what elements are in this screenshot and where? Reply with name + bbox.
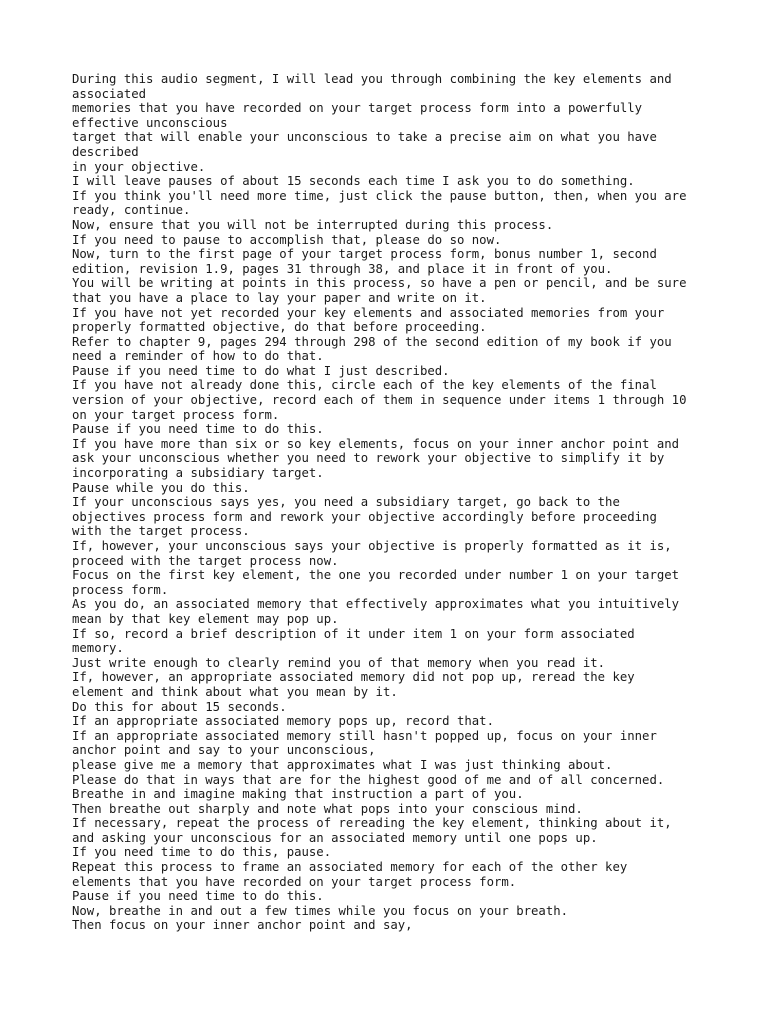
text-line: with the target process. <box>72 524 250 539</box>
text-line: elements that you have recorded on your target process form. <box>72 874 517 889</box>
text-line: If you think you'll need more time, just click the pause button, then, when you are <box>72 188 687 203</box>
text-line: If, however, an appropriate associated memory did not pop up, reread the key <box>72 670 635 685</box>
text-line: Now, breathe in and out a few times while you focus on your breath. <box>72 903 569 918</box>
text-line: If so, record a brief description of it under item 1 on your form associated <box>72 626 635 641</box>
text-line: incorporating a subsidiary target. <box>72 466 324 481</box>
text-line: Please do that in ways that are for the highest good of me and of all concerned. <box>72 772 665 787</box>
text-line: target that will enable your unconscious to take a precise aim on what you have <box>72 130 657 145</box>
text-line: Now, ensure that you will not be interrupted during this process. <box>72 217 554 232</box>
text-line: Do this for about 15 seconds. <box>72 699 287 714</box>
text-line: Pause if you need time to do this. <box>72 422 324 437</box>
text-line: If, however, your unconscious says your objective is properly formatted as it is, <box>72 539 672 553</box>
text-line: Focus on the first key element, the one you recorded under number 1 on your target <box>72 568 680 583</box>
text-line: need a reminder of how to do that. <box>72 349 324 364</box>
text-line: If you need time to do this, pause. <box>72 845 332 860</box>
text-line: Refer to chapter 9, pages 294 through 298 of the second edition of my book if you <box>72 334 672 349</box>
text-line: memory. <box>72 641 124 656</box>
text-line: If an appropriate associated memory pops up, record that. <box>72 714 494 729</box>
text-line: During this audio segment, I will lead you through combining the key elements and <box>72 72 672 86</box>
text-line: that you have a place to lay your paper and write on it. <box>72 290 487 305</box>
text-line: ready, continue. <box>72 203 191 218</box>
text-line: proceed with the target process now. <box>72 553 339 568</box>
text-line: in your objective. <box>72 159 206 174</box>
text-line: If an appropriate associated memory still hasn't popped up, focus on your inner <box>72 728 657 743</box>
text-line: Pause if you need time to do this. <box>72 889 324 904</box>
text-line: Just write enough to clearly remind you of that memory when you read it. <box>72 655 606 670</box>
text-line: version of your objective, record each of them in sequence under items 1 through 10 <box>72 393 687 408</box>
text-line: process form. <box>72 582 169 597</box>
text-line: objectives process form and rework your objective accordingly before proceeding <box>72 509 657 524</box>
text-line: Pause while you do this. <box>72 480 250 495</box>
text-line: anchor point and say to your unconscious, <box>72 743 376 758</box>
text-line: If you need to pause to accomplish that, please do so now. <box>72 232 502 247</box>
text-line: If you have not yet recorded your key elements and associated memories from your <box>72 305 665 320</box>
text-line: edition, revision 1.9, pages 31 through 38, and place it in front of you. <box>72 261 613 276</box>
text-line: Then focus on your inner anchor point and say, <box>72 918 413 933</box>
text-line: on your target process form. <box>72 407 280 422</box>
text-line: please give me a memory that approximates what I was just thinking about. <box>72 757 613 772</box>
text-line: If necessary, repeat the process of rereading the key element, thinking about it, <box>72 816 672 831</box>
text-line: ask your unconscious whether you need to rework your objective to simplify it by <box>72 451 665 466</box>
text-line: mean by that key element may pop up. <box>72 611 339 626</box>
text-line: If you have more than six or so key elements, focus on your inner anchor point and <box>72 436 680 451</box>
text-line: element and think about what you mean by it. <box>72 684 398 699</box>
text-line: If your unconscious says yes, you need a subsidiary target, go back to the <box>72 495 620 510</box>
text-line: If you have not already done this, circle each of the key elements of the final <box>72 378 657 393</box>
text-line: Pause if you need time to do what I just described. <box>72 363 450 378</box>
text-line: Repeat this process to frame an associated memory for each of the other key <box>72 860 628 875</box>
text-line: As you do, an associated memory that effectively approximates what you intuitively <box>72 597 680 612</box>
text-line: I will leave pauses of about 15 seconds each time I ask you to do something. <box>72 174 635 189</box>
text-line: You will be writing at points in this process, so have a pen or pencil, and be sure <box>72 276 687 291</box>
text-line: effective unconscious <box>72 115 228 130</box>
text-line: and asking your unconscious for an associated memory until one pops up. <box>72 830 598 845</box>
document-page <box>72 72 712 933</box>
text-line: Breathe in and imagine making that instruction a part of you. <box>72 787 524 802</box>
text-line: Then breathe out sharply and note what pops into your conscious mind. <box>72 801 583 816</box>
text-line: properly formatted objective, do that before proceeding. <box>72 320 487 335</box>
text-line: Now, turn to the first page of your target process form, bonus number 1, second <box>72 247 657 262</box>
text-line: described <box>72 144 139 159</box>
text-line: associated <box>72 86 147 101</box>
text-line: memories that you have recorded on your target process form into a powerfully <box>72 101 643 116</box>
